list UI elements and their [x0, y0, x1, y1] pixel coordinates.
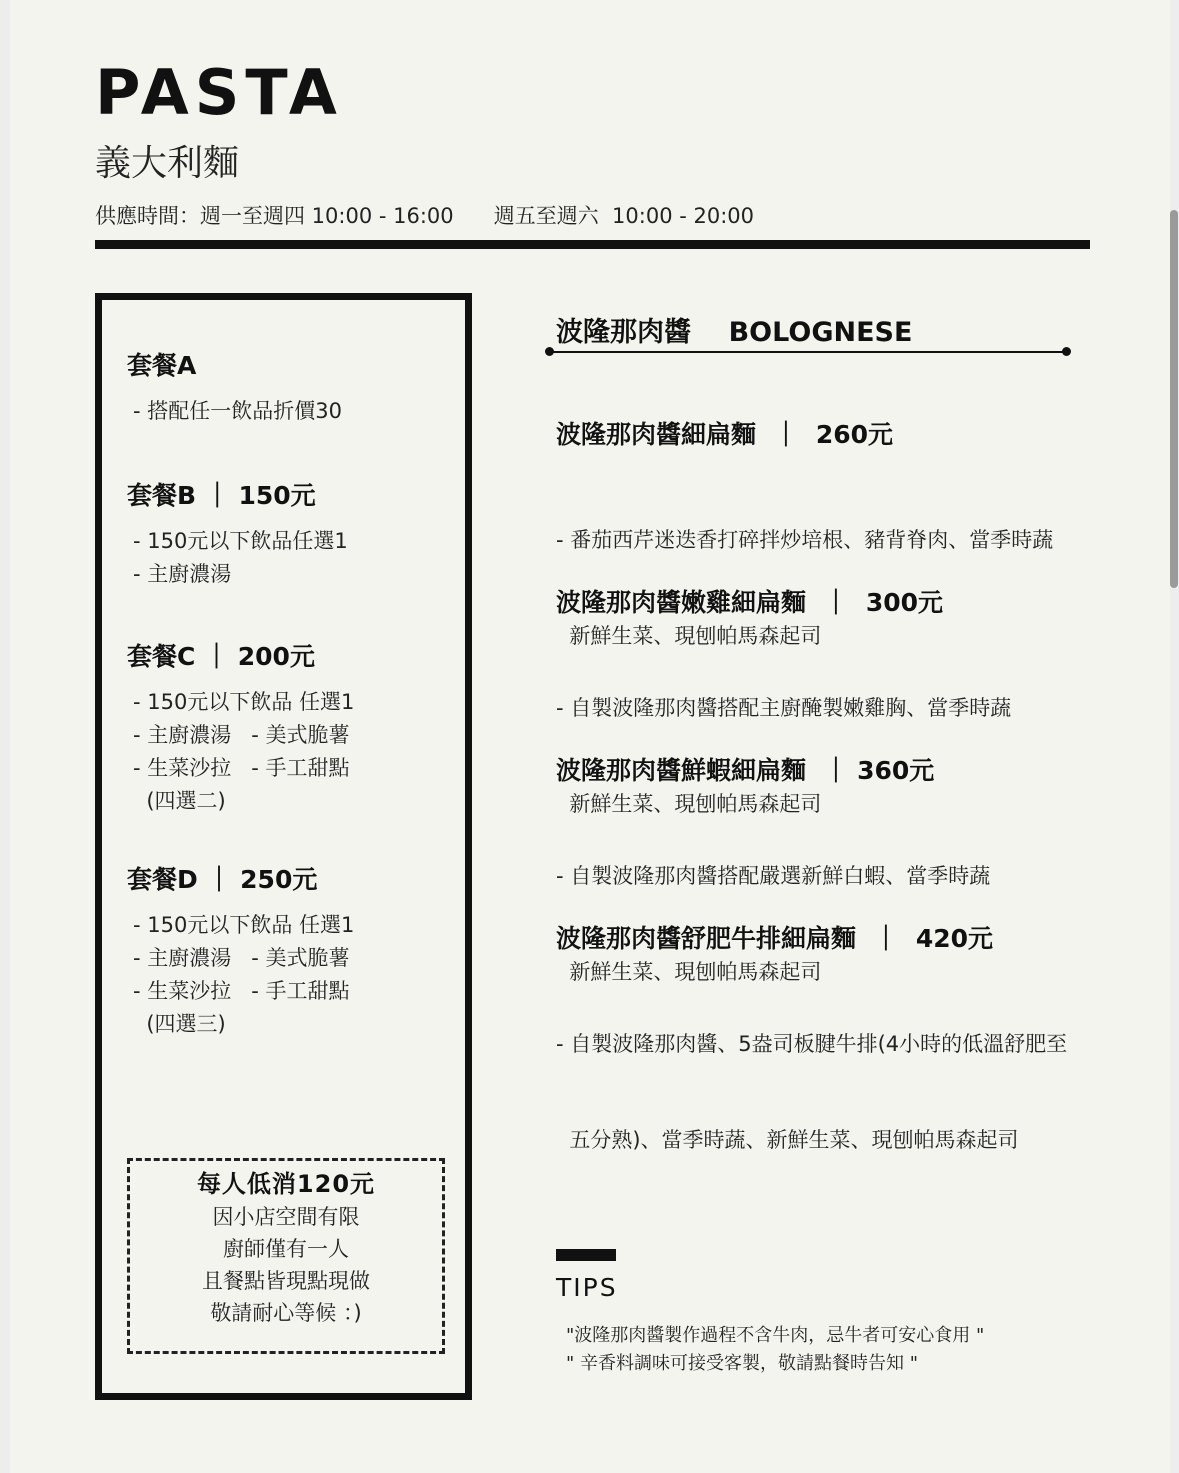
page-left-margin — [0, 0, 10, 1473]
dish-title: 波隆那肉醬鮮蝦細扁麵 ｜ 360元 — [556, 756, 935, 785]
set-c — [127, 642, 354, 818]
note-line: 因小店空間有限 — [212, 1205, 360, 1229]
set-item: (四選三) — [133, 1012, 226, 1036]
set-item: - 150元以下飲品任選1 — [133, 529, 348, 553]
set-item: - 搭配任一飲品折價30 — [133, 399, 342, 423]
dish-description: 五分熟)、當季時蔬、新鮮生菜、現刨帕馬森起司 — [556, 1128, 1019, 1152]
tips-title: TIPS — [556, 1273, 618, 1302]
page-title-en: PASTA — [95, 56, 343, 129]
set-b — [127, 481, 348, 591]
tips-accent-bar — [556, 1249, 616, 1261]
set-item: - 主廚濃湯 - 美式脆薯 — [133, 723, 350, 747]
dish-title: 波隆那肉醬嫩雞細扁麵 ｜ 300元 — [556, 588, 944, 617]
menu-page — [10, 0, 1170, 1473]
set-item: (四選二) — [133, 789, 226, 813]
set-title: 套餐D ｜ 250元 — [127, 865, 318, 894]
dish-item — [556, 924, 1067, 1220]
dish-description: 新鮮生菜、現刨帕馬森起司 — [556, 624, 822, 648]
dish-title: 波隆那肉醬細扁麵 ｜ 260元 — [556, 420, 894, 449]
dish-description: 新鮮生菜、現刨帕馬森起司 — [556, 960, 822, 984]
dish-title: 波隆那肉醬舒肥牛排細扁麵 ｜ 420元 — [556, 924, 994, 953]
header-divider — [95, 240, 1090, 249]
set-menu-box — [95, 293, 472, 1400]
set-d — [127, 865, 354, 1041]
dish-description: - 番茄西芹迷迭香打碎拌炒培根、豬背脊肉、當季時蔬 — [556, 528, 1054, 552]
note-title: 每人低消120元 — [196, 1170, 376, 1198]
tips-line: " 辛香料調味可接受客製，敬請點餐時告知 " — [566, 1353, 919, 1374]
note-line: 敬請耐心等候 ：) — [210, 1301, 362, 1325]
note-line: 廚師僅有一人 — [223, 1237, 349, 1261]
minimum-charge-note — [127, 1158, 445, 1354]
service-hours: 供應時間：週一至週四 10:00 - 16:00 週五至週六 10:00 - 20:00 — [95, 204, 755, 228]
section-title: 波隆那肉醬 BOLOGNESE — [556, 317, 913, 348]
note-line: 且餐點皆現點現做 — [202, 1269, 370, 1293]
divider-dot — [545, 347, 554, 356]
set-a — [127, 351, 342, 428]
set-item: - 150元以下飲品 任選1 — [133, 913, 355, 937]
set-title: 套餐C ｜ 200元 — [127, 642, 315, 671]
dish-description: 新鮮生菜、現刨帕馬森起司 — [556, 792, 822, 816]
set-title: 套餐A — [127, 351, 197, 380]
page-title-zh: 義大利麵 — [95, 143, 240, 184]
section-divider — [550, 351, 1066, 353]
scrollbar[interactable] — [1170, 210, 1178, 588]
set-item: - 主廚濃湯 — [133, 562, 232, 586]
tips-line: "波隆那肉醬製作過程不含牛肉，忌牛者可安心食用 " — [566, 1325, 985, 1346]
set-item: - 生菜沙拉 - 手工甜點 — [133, 979, 350, 1003]
set-item: - 主廚濃湯 - 美式脆薯 — [133, 946, 350, 970]
dish-description: - 自製波隆那肉醬、5盎司板腱牛排(4小時的低溫舒肥至 — [556, 1032, 1068, 1056]
set-item: - 生菜沙拉 - 手工甜點 — [133, 756, 350, 780]
set-item: - 150元以下飲品 任選1 — [133, 690, 355, 714]
divider-dot — [1062, 347, 1071, 356]
dish-description: - 自製波隆那肉醬搭配嚴選新鮮白蝦、當季時蔬 — [556, 864, 991, 888]
dish-description: - 自製波隆那肉醬搭配主廚醃製嫩雞胸、當季時蔬 — [556, 696, 1012, 720]
set-title: 套餐B ｜ 150元 — [127, 481, 316, 510]
